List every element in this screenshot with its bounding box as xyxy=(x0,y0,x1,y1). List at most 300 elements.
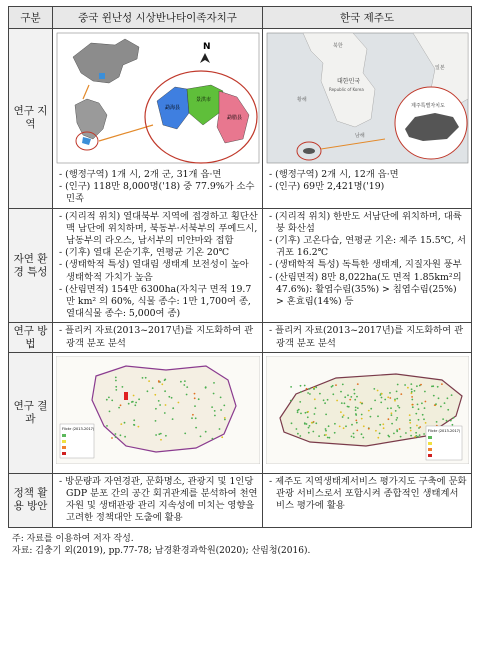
header-china: 중국 윈난성 시상반나타이족자치구 xyxy=(53,7,263,29)
flickr-point xyxy=(213,382,215,384)
flickr-point xyxy=(411,391,413,393)
cell-method-jeju xyxy=(263,323,472,352)
flickr-point xyxy=(407,387,409,389)
flickr-point xyxy=(314,398,316,400)
flickr-point xyxy=(300,412,302,414)
table-source: 자료: 김충기 외(2019), pp.77-78; 남경환경과학원(2020); 산림청(2016). xyxy=(12,546,311,556)
header-category: 구분 xyxy=(9,7,53,29)
comparison-table xyxy=(8,6,472,528)
flickr-point xyxy=(299,401,301,403)
flickr-point xyxy=(115,433,117,435)
jeju-flickr-map xyxy=(266,356,469,464)
flickr-point xyxy=(106,425,108,427)
row-region xyxy=(9,29,472,209)
flickr-point xyxy=(192,414,194,416)
flickr-point xyxy=(183,384,185,386)
row-result xyxy=(9,352,472,473)
method-china-item: - 플리커 자료(2013~2017년)를 지도화하여 관광객 분포 분석 xyxy=(59,325,254,349)
flickr-point xyxy=(409,422,411,424)
nature-china-item: - (생태학적 특성) 열대림 생태계 보전성이 높아 생태학적 가치가 높음 xyxy=(59,259,249,283)
flickr-point xyxy=(304,422,306,424)
flickr-point xyxy=(325,413,327,415)
flickr-point xyxy=(350,396,352,398)
flickr-point xyxy=(178,401,180,403)
flickr-point xyxy=(360,401,362,403)
flickr-point xyxy=(164,390,166,392)
flickr-point xyxy=(111,437,113,439)
method-jeju-item: - 플리커 자료(2013~2017년)를 지도화하여 관광객 분포 분석 xyxy=(269,325,464,349)
flickr-point xyxy=(355,406,357,408)
map-label-menghai: 勐海县 xyxy=(165,105,181,111)
flickr-point xyxy=(409,414,411,416)
flickr-point xyxy=(325,428,327,430)
flickr-point xyxy=(133,419,135,421)
region-jeju-item: - (행정구역) 2개 시, 12개 읍·면 xyxy=(269,169,399,180)
flickr-point xyxy=(356,429,358,431)
flickr-point xyxy=(370,416,372,418)
flickr-point xyxy=(351,424,353,426)
flickr-point xyxy=(124,436,126,438)
legend-china: Flickr (2013-2017) xyxy=(62,426,95,431)
flickr-point xyxy=(425,422,427,424)
flickr-point xyxy=(290,386,292,388)
cell-region-jeju xyxy=(263,29,472,209)
flickr-point xyxy=(387,407,389,409)
label-method: 연구 방법 xyxy=(9,323,53,352)
flickr-point xyxy=(415,432,417,434)
nature-china-item: - (기후) 열대 몬순기후, 연평균 기온 20℃ xyxy=(59,247,230,259)
flickr-point xyxy=(423,418,425,420)
flickr-point xyxy=(315,422,317,424)
flickr-point xyxy=(345,425,347,427)
flickr-point xyxy=(377,437,379,439)
flickr-point xyxy=(324,402,326,404)
nature-jeju-item: - (지리적 위치) 한반도 서남단에 위치하며, 대륙붕 화산섬 xyxy=(269,210,462,234)
flickr-point xyxy=(339,425,341,427)
flickr-point xyxy=(433,395,435,397)
header-jeju: 한국 제주도 xyxy=(263,7,472,29)
flickr-point xyxy=(361,433,363,435)
flickr-point xyxy=(165,404,167,406)
flickr-point xyxy=(354,399,356,401)
flickr-point xyxy=(200,435,202,437)
cell-method-china xyxy=(53,323,263,352)
region-jeju-text xyxy=(269,169,467,193)
flickr-point xyxy=(357,383,359,385)
flickr-point xyxy=(397,405,399,407)
flickr-point xyxy=(410,435,412,437)
flickr-point xyxy=(298,409,300,411)
flickr-point xyxy=(416,385,418,387)
flickr-point xyxy=(351,435,353,437)
flickr-point xyxy=(155,408,157,410)
flickr-point xyxy=(396,398,398,400)
flickr-point xyxy=(306,388,308,390)
flickr-point xyxy=(133,394,135,396)
flickr-point xyxy=(382,423,384,425)
flickr-point xyxy=(391,414,393,416)
flickr-point xyxy=(299,435,301,437)
flickr-point xyxy=(412,404,414,406)
flickr-point xyxy=(374,399,376,401)
flickr-point xyxy=(387,396,389,398)
flickr-point xyxy=(172,418,174,420)
flickr-point xyxy=(223,404,225,406)
flickr-point xyxy=(122,386,124,388)
flickr-point xyxy=(354,393,356,395)
flickr-point xyxy=(205,431,207,433)
flickr-point xyxy=(344,402,346,404)
flickr-point xyxy=(410,429,412,431)
flickr-point xyxy=(424,390,426,392)
flickr-point xyxy=(435,403,437,405)
flickr-point xyxy=(356,422,358,424)
flickr-point xyxy=(452,424,454,426)
flickr-point xyxy=(361,403,363,405)
flickr-point xyxy=(184,432,186,434)
flickr-point xyxy=(300,385,302,387)
flickr-point xyxy=(361,418,363,420)
flickr-point xyxy=(341,402,343,404)
flickr-point xyxy=(315,386,317,388)
flickr-point xyxy=(417,436,419,438)
flickr-point xyxy=(307,411,309,413)
flickr-point xyxy=(128,403,130,405)
flickr-point xyxy=(311,422,313,424)
flickr-point xyxy=(349,399,351,401)
flickr-point xyxy=(172,407,174,409)
legend-jeju: Flickr (2013-2017) xyxy=(428,428,461,433)
cell-result-china xyxy=(53,352,263,473)
policy-china-item: - 방문량과 자연경관, 문화명소, 관광지 및 1인당 GDP 분포 간의 공간 회귀관계를 분석하여 천연자원 및 생태관광 관리 지속성에 미치는 영향을 고려한 정책대안 도출에 활용 xyxy=(59,475,258,524)
flickr-point xyxy=(327,436,329,438)
flickr-point xyxy=(410,427,412,429)
flickr-point xyxy=(194,397,196,399)
flickr-point xyxy=(394,400,396,402)
flickr-point xyxy=(396,390,398,392)
flickr-point xyxy=(106,399,108,401)
flickr-point xyxy=(340,391,342,393)
flickr-point xyxy=(393,432,395,434)
flickr-point xyxy=(442,418,444,420)
flickr-point xyxy=(451,394,453,396)
label-result: 연구 결과 xyxy=(9,352,53,473)
flickr-point xyxy=(120,404,122,406)
flickr-point xyxy=(400,436,402,438)
flickr-point xyxy=(373,388,375,390)
label-policy: 정책 활용 방안 xyxy=(9,473,53,527)
flickr-point xyxy=(379,432,381,434)
region-china-item: - (인구) 118만 8,000명('18) 중 77.9%가 소수민족 xyxy=(59,181,255,205)
flickr-point xyxy=(391,412,393,414)
flickr-point xyxy=(447,409,449,411)
flickr-point xyxy=(383,427,385,429)
flickr-point xyxy=(415,413,417,415)
flickr-point xyxy=(220,409,222,411)
flickr-point xyxy=(186,393,188,395)
map-label-jinghong: 景洪市 xyxy=(196,97,212,103)
china-location-map xyxy=(53,29,263,167)
map-label-jeju: 제주특별자치도 xyxy=(411,103,445,109)
flickr-point xyxy=(355,409,357,411)
flickr-point xyxy=(450,420,452,422)
flickr-point xyxy=(224,418,226,420)
nature-jeju-item: - (기후) 고온다습, 연평균 기온: 제주 15.5℃, 서귀포 16.2℃ xyxy=(269,235,466,259)
flickr-point xyxy=(142,377,144,379)
flickr-point xyxy=(327,399,329,401)
flickr-point xyxy=(120,434,122,436)
flickr-point xyxy=(425,400,427,402)
flickr-point xyxy=(158,380,160,382)
flickr-point xyxy=(328,425,330,427)
flickr-point xyxy=(160,439,162,441)
flickr-point xyxy=(195,417,197,419)
flickr-point xyxy=(115,436,117,438)
nature-jeju-item: - (산림면적) 8만 8,022ha(도 면적 1.85km²의 47.6%): 활엽수림(35%) > 침엽수림(25%) > 혼효림(14%) 등 xyxy=(269,271,462,308)
flickr-point xyxy=(411,398,413,400)
flickr-point xyxy=(446,420,448,422)
flickr-point xyxy=(418,419,420,421)
flickr-point xyxy=(409,419,411,421)
flickr-point xyxy=(148,380,150,382)
row-policy xyxy=(9,473,472,527)
label-nature: 자연 환경 특성 xyxy=(9,208,53,323)
flickr-point xyxy=(180,381,182,383)
flickr-point xyxy=(405,432,407,434)
flickr-point xyxy=(291,422,293,424)
flickr-point xyxy=(120,423,122,425)
flickr-point xyxy=(184,380,186,382)
flickr-point xyxy=(135,401,137,403)
cell-nature-china xyxy=(53,208,263,323)
header-row xyxy=(9,7,472,29)
cell-policy-china xyxy=(53,473,263,527)
flickr-point xyxy=(379,424,381,426)
row-method xyxy=(9,323,472,352)
flickr-point xyxy=(332,385,334,387)
flickr-point xyxy=(362,436,364,438)
flickr-point xyxy=(396,419,398,421)
flickr-point xyxy=(213,392,215,394)
flickr-point xyxy=(158,400,160,402)
flickr-point xyxy=(343,427,345,429)
flickr-point xyxy=(398,407,400,409)
flickr-point xyxy=(440,405,442,407)
flickr-point xyxy=(395,410,397,412)
flickr-point xyxy=(419,426,421,428)
flickr-point xyxy=(309,425,311,427)
flickr-point xyxy=(108,396,110,398)
flickr-point xyxy=(297,433,299,435)
flickr-point xyxy=(304,384,306,386)
flickr-point xyxy=(381,393,383,395)
flickr-point xyxy=(147,390,149,392)
china-flickr-map xyxy=(56,356,260,464)
flickr-point xyxy=(387,434,389,436)
flickr-point xyxy=(355,419,357,421)
flickr-point xyxy=(340,411,342,413)
flickr-point xyxy=(164,379,166,381)
cell-nature-jeju xyxy=(263,208,472,323)
flickr-point xyxy=(381,396,383,398)
flickr-point xyxy=(411,388,413,390)
map-label-nk: 북한 xyxy=(333,43,343,49)
flickr-point xyxy=(343,414,345,416)
flickr-point xyxy=(325,430,327,432)
flickr-point xyxy=(347,394,349,396)
map-label-jp: 일본 xyxy=(435,65,445,71)
flickr-point xyxy=(444,402,446,404)
flickr-point xyxy=(161,383,163,385)
flickr-point xyxy=(370,408,372,410)
flickr-point xyxy=(134,404,136,406)
korea-location-map xyxy=(263,29,472,167)
policy-jeju-item: - 제주도 지역생태계서비스 평가지도 구축에 문화관광 서비스로서 포함시켜 종합적인 생태계서비스 평가에 활용 xyxy=(269,475,467,512)
flickr-point xyxy=(377,415,379,417)
flickr-point xyxy=(158,433,160,435)
flickr-point xyxy=(375,430,377,432)
flickr-point xyxy=(414,390,416,392)
flickr-point xyxy=(145,377,147,379)
flickr-point xyxy=(356,396,358,398)
flickr-point xyxy=(399,428,401,430)
flickr-point xyxy=(171,397,173,399)
flickr-point xyxy=(380,401,382,403)
flickr-point xyxy=(224,417,226,419)
flickr-point xyxy=(194,405,196,407)
flickr-point xyxy=(419,434,421,436)
flickr-point xyxy=(412,406,414,408)
flickr-point xyxy=(296,428,298,430)
row-nature xyxy=(9,208,472,323)
flickr-point xyxy=(195,427,197,429)
flickr-point xyxy=(441,383,443,385)
flickr-point xyxy=(159,404,161,406)
nature-china-item: - (산림면적) 154만 6300ha(자치구 면적 19.7만 km² 의 60%, 식물 종수: 1만 1,700여 종, 열대식물 종수: 5,000여 종) xyxy=(59,283,252,320)
flickr-point xyxy=(411,396,413,398)
flickr-point xyxy=(377,389,379,391)
flickr-point xyxy=(423,433,425,435)
flickr-point xyxy=(389,392,391,394)
flickr-point xyxy=(111,399,113,401)
cell-policy-jeju xyxy=(263,473,472,527)
flickr-point xyxy=(133,424,135,426)
flickr-point xyxy=(334,432,336,434)
flickr-point xyxy=(155,420,157,422)
flickr-point xyxy=(109,410,111,412)
flickr-point xyxy=(335,384,337,386)
flickr-point xyxy=(453,417,455,419)
flickr-point xyxy=(214,414,216,416)
flickr-point xyxy=(219,428,221,430)
region-jeju-item: - (인구) 69만 2,421명('19) xyxy=(269,181,385,193)
flickr-point xyxy=(319,393,321,395)
flickr-point xyxy=(308,427,310,429)
flickr-point xyxy=(390,407,392,409)
flickr-point xyxy=(290,400,292,402)
flickr-point xyxy=(363,425,365,427)
flickr-point xyxy=(115,379,117,381)
flickr-point xyxy=(115,389,117,391)
flickr-point xyxy=(397,383,399,385)
flickr-point xyxy=(410,383,412,385)
flickr-point xyxy=(342,416,344,418)
map-label-sk: 대한민국 xyxy=(337,78,361,85)
flickr-point xyxy=(300,391,302,393)
flickr-point xyxy=(315,407,317,409)
flickr-point xyxy=(416,424,418,426)
flickr-point xyxy=(297,411,299,413)
flickr-point xyxy=(357,407,359,409)
nature-jeju-item: - (생태학적 특성) 독특한 생태계, 지질자원 풍부 xyxy=(269,259,462,271)
flickr-point xyxy=(415,435,417,437)
flickr-point xyxy=(447,397,449,399)
flickr-point xyxy=(124,422,126,424)
map-label-rok: Republic of Korea xyxy=(329,87,364,92)
flickr-point xyxy=(323,399,325,401)
flickr-point xyxy=(306,423,308,425)
flickr-point xyxy=(154,394,156,396)
flickr-point xyxy=(336,399,338,401)
label-region: 연구 지역 xyxy=(9,29,53,209)
cell-result-jeju xyxy=(263,352,472,473)
flickr-point xyxy=(308,432,310,434)
flickr-point xyxy=(314,413,316,415)
flickr-point xyxy=(422,414,424,416)
flickr-point xyxy=(332,393,334,395)
region-china-item: - (행정구역) 1개 시, 2개 군, 31개 읍·면 xyxy=(59,169,222,180)
flickr-point xyxy=(221,436,223,438)
flickr-point xyxy=(437,386,439,388)
flickr-point xyxy=(198,398,200,400)
flickr-point xyxy=(307,416,309,418)
flickr-point xyxy=(432,385,434,387)
flickr-point xyxy=(380,394,382,396)
flickr-point xyxy=(118,407,120,409)
map-label-south-sea: 남해 xyxy=(355,133,365,139)
flickr-point xyxy=(348,406,350,408)
region-china-text xyxy=(59,169,258,206)
flickr-point xyxy=(191,417,193,419)
flickr-point xyxy=(132,401,134,403)
flickr-point xyxy=(138,426,140,428)
flickr-point xyxy=(424,407,426,409)
flickr-point xyxy=(353,389,355,391)
flickr-point xyxy=(420,384,422,386)
flickr-point xyxy=(418,408,420,410)
flickr-point xyxy=(329,437,331,439)
flickr-point xyxy=(194,393,196,395)
flickr-point xyxy=(309,393,311,395)
flickr-point xyxy=(168,396,170,398)
flickr-point xyxy=(353,432,355,434)
flickr-point xyxy=(325,434,327,436)
flickr-point xyxy=(344,396,346,398)
cell-region-china xyxy=(53,29,263,209)
flickr-point xyxy=(421,402,423,404)
flickr-point xyxy=(417,403,419,405)
flickr-point xyxy=(361,413,363,415)
flickr-point xyxy=(186,386,188,388)
flickr-point xyxy=(400,393,402,395)
flickr-point xyxy=(388,418,390,420)
flickr-point xyxy=(342,383,344,385)
flickr-point xyxy=(155,434,157,436)
flickr-point xyxy=(404,384,406,386)
flickr-point xyxy=(355,413,357,415)
flickr-point xyxy=(368,428,370,430)
flickr-point xyxy=(389,397,391,399)
